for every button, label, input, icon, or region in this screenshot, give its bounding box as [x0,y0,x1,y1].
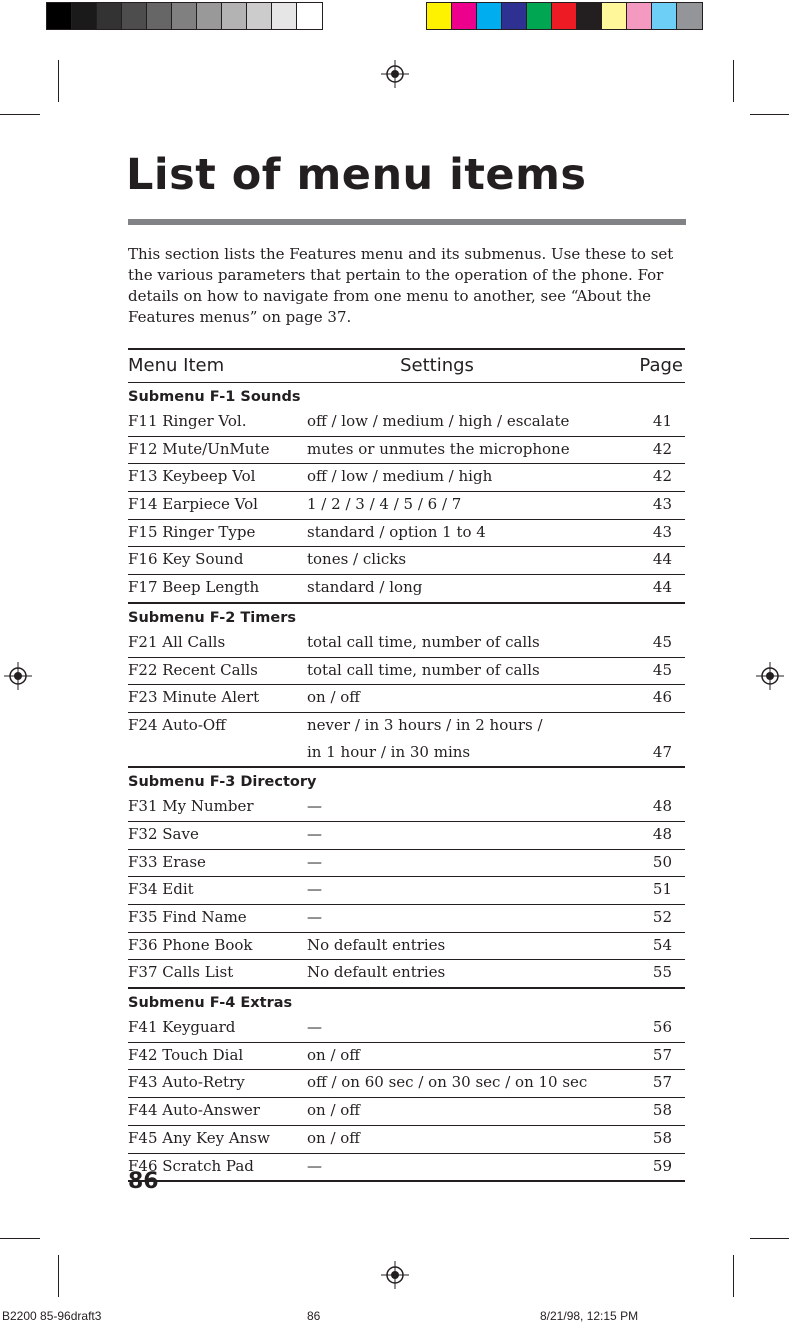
settings-cell: — [307,852,322,871]
footer-page: 86 [307,1309,321,1323]
color-swatch [97,3,122,29]
menu-item-cell: F31 My Number [128,797,254,816]
menu-item-cell: F21 All Calls [128,632,226,651]
page-cell: 48 [652,797,672,816]
menu-item-cell: F12 Mute/UnMute [128,439,270,458]
settings-cell: — [307,1156,322,1175]
table-row [128,794,685,822]
settings-cell: No default entries [307,935,446,954]
crop-mark [750,1238,789,1239]
table-row [128,685,685,713]
table-row [128,547,685,575]
color-swatch [72,3,97,29]
settings-cell: on / off [307,688,360,707]
page-cell: 58 [652,1101,672,1120]
table-row [128,877,685,905]
page-cell: 52 [652,908,672,927]
page-cell: 42 [652,467,672,486]
settings-cell: on / off [307,1128,360,1147]
settings-cell: off / low / medium / high / escalate [307,412,570,430]
crop-mark [733,1255,734,1297]
settings-cell: off / on 60 sec / on 30 sec / on 10 sec [307,1073,588,1092]
settings-cell: — [307,824,322,843]
table-row [128,575,685,604]
settings-cell: — [307,880,322,899]
menu-item-cell: F41 Keyguard [128,1018,236,1037]
registration-mark-icon [756,662,784,690]
submenu-heading [128,383,685,409]
menu-item-cell: F17 Beep Length [128,578,260,597]
color-swatch [172,3,197,29]
table-row [128,409,685,437]
settings-cell-continued: in 1 hour / in 30 mins [307,742,471,761]
settings-cell: standard / long [307,578,423,597]
page-cell: 48 [652,824,672,843]
settings-cell: never / in 3 hours / in 2 hours / [307,715,543,734]
submenu-title: Submenu F-1 Sounds [128,389,301,405]
page-cell: 50 [652,852,672,871]
table-row [128,437,685,465]
table-row [128,1070,685,1098]
submenu-title: Submenu F-3 Directory [128,774,317,791]
settings-cell: 1 / 2 / 3 / 4 / 5 / 6 / 7 [307,495,462,514]
color-swatch [527,3,552,29]
table-row [128,492,685,520]
submenu-title: Submenu F-2 Timers [128,609,296,626]
color-swatch [197,3,222,29]
menu-item-cell: F43 Auto-Retry [128,1073,245,1092]
settings-cell: tones / clicks [307,550,407,569]
table-row [128,713,685,768]
table-row [128,1043,685,1071]
page-number: 86 [128,1169,159,1194]
menu-item-cell: F14 Earpiece Vol [128,495,258,514]
table-row [128,850,685,878]
page-cell: 45 [652,632,672,651]
settings-cell: standard / option 1 to 4 [307,522,486,541]
crop-mark [733,60,734,102]
color-swatch [627,3,652,29]
table-header [128,350,685,383]
crop-mark [0,1238,40,1239]
settings-cell: — [307,797,322,816]
crop-mark [58,1255,59,1297]
color-swatch [222,3,247,29]
page-cell: 59 [652,1156,672,1175]
table-body [128,383,685,1182]
table-row [128,933,685,961]
table-row [128,464,685,492]
page-cell: 57 [652,1073,672,1092]
color-swatch [247,3,272,29]
color-swatch [47,3,72,29]
page-cell: 55 [652,963,672,982]
color-swatch [652,3,677,29]
color-swatch [452,3,477,29]
page-cell: 45 [652,660,672,679]
table-row [128,1015,685,1043]
menu-item-cell: F42 Touch Dial [128,1045,244,1064]
menu-item-cell: F33 Erase [128,852,206,871]
title-rule [128,219,686,225]
page-cell: 58 [652,1128,672,1147]
settings-cell: total call time, number of calls [307,660,540,679]
table-row [128,1154,685,1183]
color-swatch [602,3,627,29]
menu-item-cell: F44 Auto-Answer [128,1101,260,1120]
settings-cell: — [307,908,322,927]
settings-cell: mutes or unmutes the microphone [307,439,570,458]
page-title: List of menu items [126,150,587,200]
table-row [128,960,685,989]
menu-item-cell: F13 Keybeep Vol [128,467,256,486]
page-cell: 42 [652,439,672,458]
settings-cell: total call time, number of calls [307,632,540,651]
crop-mark [0,114,40,115]
page-cell: 54 [652,935,672,954]
color-swatch [677,3,702,29]
submenu-heading [128,604,685,630]
page-cell: 57 [652,1045,672,1064]
page-cell: 47 [652,742,672,761]
page-cell: 41 [652,412,672,430]
crop-mark [58,60,59,102]
page-cell: 44 [652,550,672,569]
registration-mark-icon [381,1261,409,1289]
process-color-bar [426,2,703,30]
registration-mark-icon [4,662,32,690]
menu-item-cell: F32 Save [128,824,199,843]
menu-item-cell: F16 Key Sound [128,550,244,569]
header-menu-item: Menu Item [128,355,225,376]
menu-item-cell: F36 Phone Book [128,935,253,954]
submenu-title: Submenu F-4 Extras [128,995,293,1012]
header-settings: Settings [400,355,474,376]
table-row [128,630,685,658]
menu-item-cell: F37 Calls List [128,963,234,982]
menu-item-cell: F15 Ringer Type [128,522,256,541]
settings-cell: — [307,1018,322,1037]
color-swatch [297,3,322,29]
table-row [128,1098,685,1126]
menu-item-cell: F23 Minute Alert [128,688,260,707]
menu-item-cell: F45 Any Key Answ [128,1128,270,1147]
settings-cell: on / off [307,1101,360,1120]
settings-cell: No default entries [307,963,446,982]
header-page: Page [639,355,683,376]
table-row [128,905,685,933]
page-cell: 51 [652,880,672,899]
menu-item-cell: F22 Recent Calls [128,660,258,679]
crop-mark [750,114,789,115]
footer-timestamp: 8/21/98, 12:15 PM [540,1309,639,1323]
settings-cell: off / low / medium / high [307,467,493,486]
color-swatch [122,3,147,29]
menu-items-table [128,348,685,1182]
color-swatch [427,3,452,29]
color-swatch [502,3,527,29]
page-cell: 56 [652,1018,672,1037]
grayscale-color-bar [46,2,323,30]
page-cell: 46 [652,688,672,707]
submenu-heading [128,768,685,794]
color-swatch [477,3,502,29]
menu-item-cell: F35 Find Name [128,908,247,927]
registration-mark-icon [381,60,409,88]
intro-paragraph: This section lists the Features menu and its submenus. Use these to set the various parameters that pertain to the operation of the phone. For details on how to navigate from one menu to another, see “About the Features menus” on page 37. [128,245,674,326]
table-row [128,1126,685,1154]
menu-item-cell: F11 Ringer Vol. [128,412,247,430]
table-row [128,822,685,850]
page-cell: 44 [652,578,672,597]
color-swatch [552,3,577,29]
menu-item-cell: F46 Scratch Pad [128,1156,254,1175]
settings-cell: on / off [307,1045,360,1064]
menu-item-cell: F24 Auto-Off [128,715,226,734]
color-swatch [147,3,172,29]
page-cell: 43 [652,495,672,514]
footer-filename: B2200 85-96draft3 [2,1309,102,1323]
page-cell: 43 [652,522,672,541]
table-row [128,520,685,548]
table-row [128,658,685,686]
color-swatch [577,3,602,29]
menu-item-cell: F34 Edit [128,880,194,899]
color-swatch [272,3,297,29]
submenu-heading [128,989,685,1015]
